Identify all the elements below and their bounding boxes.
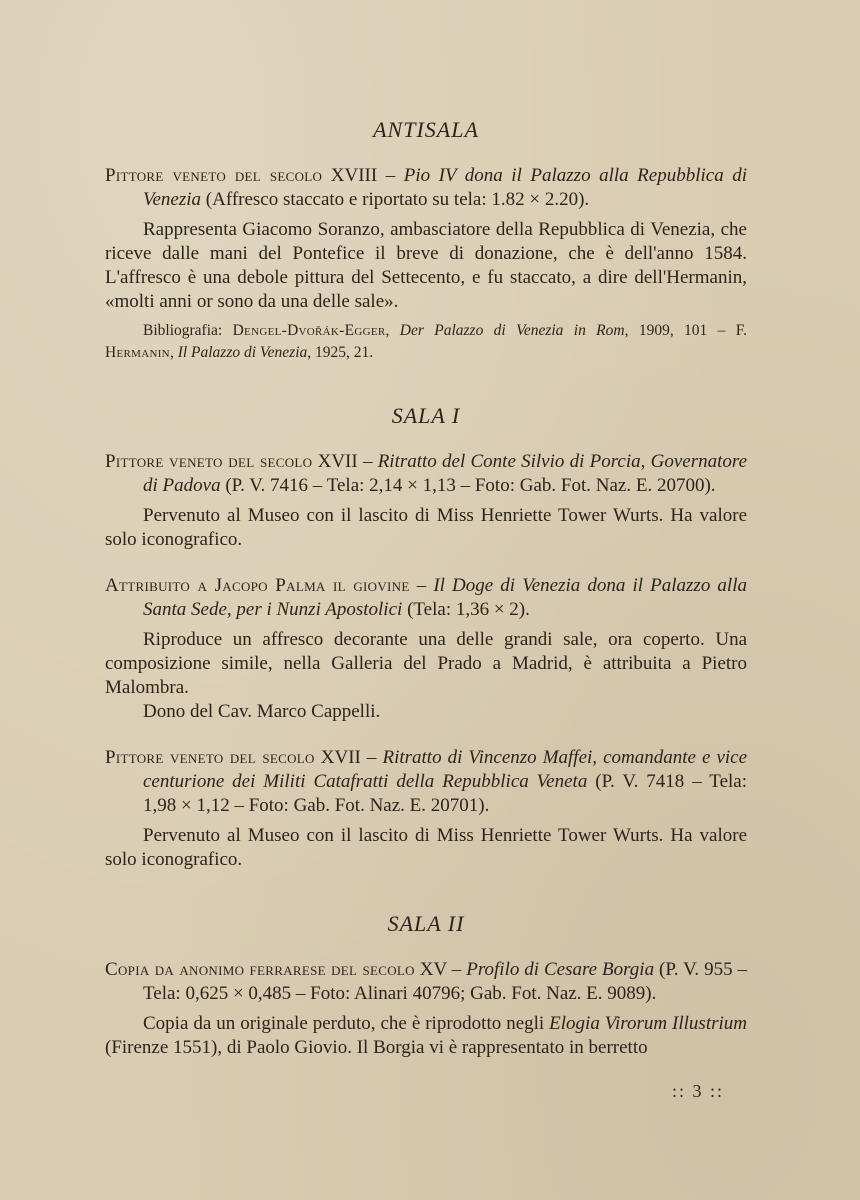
section-heading-sala-1: SALA I — [391, 403, 461, 428]
dash: – — [357, 451, 378, 472]
catalog-entry — [105, 574, 747, 724]
artist-attribution: Attribuito a Jacopo Palma il giovine — [105, 575, 410, 596]
description-text: Copia da un originale perduto, che è riprodotto negli — [143, 1013, 550, 1034]
cited-work-title: Elogia Virorum Illustrium — [549, 1013, 747, 1034]
catalog-entry — [105, 746, 747, 872]
section-heading-antisala: ANTISALA — [373, 117, 479, 142]
bibliography-text: , 1909, 101 – F. — [624, 322, 748, 339]
dash: – — [377, 165, 404, 186]
bibliography-author: Hermanin — [105, 344, 170, 361]
artwork-title: Ritratto del Conte Silvio di Porcia, Governatore di Padova — [143, 451, 748, 496]
bibliography-title: Der Palazzo di Venezia in Rom — [399, 322, 625, 339]
page-content — [105, 118, 747, 1060]
artist-attribution: Pittore veneto del secolo — [105, 165, 323, 186]
separator: , — [385, 322, 400, 339]
century: XVIII — [330, 165, 378, 186]
century: XV — [419, 959, 447, 980]
section-heading-sala-2: SALA II — [387, 911, 465, 936]
artist-attribution: Copia da anonimo ferrarese del secolo — [105, 959, 415, 980]
entry-description: Riproduce un affresco decorante una delle grandi sale, ora coperto. Una composizione simile, nella Galleria del Prado a Madrid, è attribuita a Pietro Malombra. — [105, 629, 747, 698]
bibliography-label: Bibliografia: — [143, 322, 233, 339]
entry-description: Pervenuto al Museo con il lascito di Miss Henriette Tower Wurts. Ha valore solo iconografico. — [105, 505, 747, 550]
entry-heading — [105, 164, 747, 212]
dash: – — [409, 575, 434, 596]
catalog-entry — [105, 958, 747, 1060]
catalog-entry — [105, 450, 747, 552]
entry-heading — [105, 746, 747, 818]
century: XVII — [317, 451, 358, 472]
century: XVII — [320, 747, 361, 768]
artwork-details: (Tela: 1,36 × 2). — [402, 599, 530, 620]
bibliography-text: , 1925, 21. — [307, 344, 374, 361]
entry-description — [105, 1012, 747, 1060]
dash: – — [446, 959, 467, 980]
artist-attribution: Pittore veneto del secolo — [105, 451, 313, 472]
description-text: (Firenze 1551), di Paolo Giovio. Il Borgia vi è rappresentato in berretto — [105, 1037, 648, 1058]
entry-description: Rappresenta Giacomo Soranzo, ambasciatore della Repubblica di Venezia, che riceve dalle mani del Pontefice il breve di donazione, che è dell'anno 1584. L'affresco è una debole pittura del Settecento, e fu staccato, a dire dell'Hermanin, «molti anni or sono da una delle sale». — [105, 219, 747, 312]
entry-heading — [105, 574, 747, 622]
dash: – — [360, 747, 383, 768]
artwork-details: (Affresco staccato e riportato su tela: 1.82 × 2.20). — [201, 189, 590, 210]
artwork-details: (P. V. 955 – Tela: 0,625 × 0,485 – Foto: Alinari 40796; Gab. Fot. Naz. E. 9089). — [143, 959, 747, 1004]
bibliography — [105, 320, 747, 364]
separator: , — [169, 344, 178, 361]
entry-donation-note: Dono del Cav. Marco Cappelli. — [143, 701, 381, 722]
artwork-details: (P. V. 7416 – Tela: 2,14 × 1,13 – Foto: Gab. Fot. Naz. E. 20700). — [220, 475, 716, 496]
artist-attribution: Pittore veneto del secolo — [105, 747, 315, 768]
entry-heading — [105, 958, 747, 1006]
artwork-title: Il Doge di Venezia dona il Palazzo alla Santa Sede, per i Nunzi Apostolici — [143, 575, 747, 620]
page-number: :: 3 :: — [672, 1081, 725, 1101]
entry-description: Pervenuto al Museo con il lascito di Miss Henriette Tower Wurts. Ha valore solo iconografico. — [105, 825, 747, 870]
bibliography-author: Dengel-Dvořák-Egger — [232, 322, 386, 339]
artwork-title: Ritratto di Vincenzo Maffei, comandante e vice centurione dei Militi Catafratti della Repubblica Veneta — [143, 747, 748, 792]
artwork-title: Profilo di Cesare Borgia — [466, 959, 655, 980]
bibliography-title: Il Palazzo di Venezia — [177, 344, 308, 361]
entry-heading — [105, 450, 747, 498]
catalog-entry — [105, 164, 747, 364]
artwork-title: Pio IV dona il Palazzo alla Repubblica di Venezia — [143, 165, 748, 210]
artwork-details: (P. V. 7418 – Tela: 1,98 × 1,12 – Foto: Gab. Fot. Naz. E. 20701). — [143, 771, 748, 816]
